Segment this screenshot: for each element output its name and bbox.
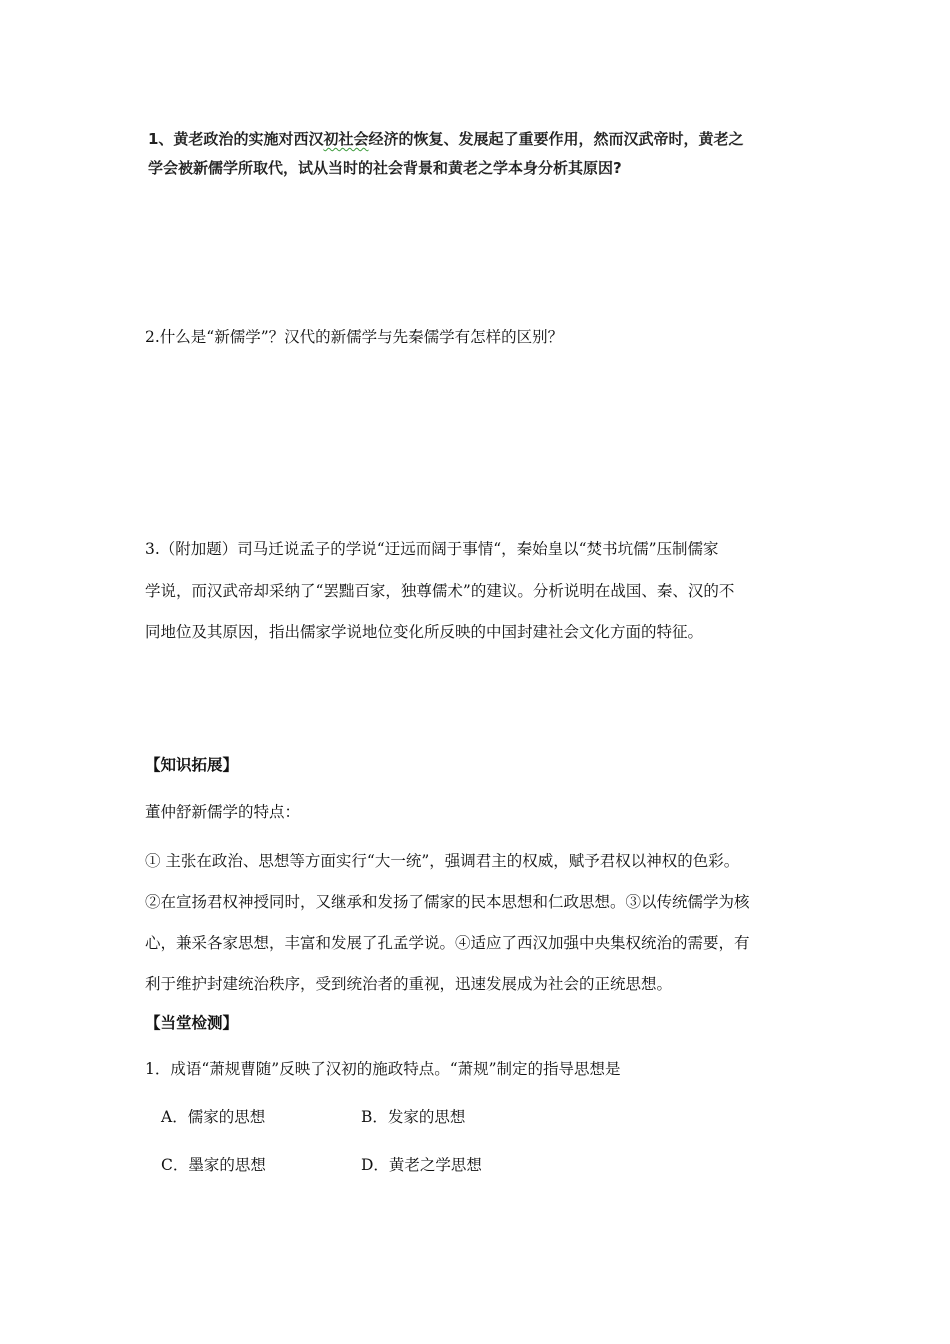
- knowledge-point-line: 心，兼采各家思想，丰富和发展了孔孟学说。④适应了西汉加强中央集权统治的需要，有: [145, 934, 750, 952]
- question-3-line-3: 同地位及其原因，指出儒家学说地位变化所反映的中国封建社会文化方面的特征。: [145, 623, 704, 641]
- knowledge-point-line: ②在宣扬君权神授同时，又继承和发扬了儒家的民本思想和仁政思想。③以传统儒学为核: [145, 893, 750, 911]
- test-heading: 【当堂检测】: [145, 1014, 239, 1032]
- question-1-line-2: 学会被新儒学所取代，试从当时的社会背景和黄老之学本身分析其原因?: [148, 159, 622, 177]
- question-3-line-1: 3.（附加题）司马迁说孟子的学说“迂远而阔于事情“，秦始皇以“焚书坑儒”压制儒家: [145, 540, 719, 558]
- question-3-line-2: 学说，而汉武帝却采纳了“罢黜百家，独尊儒术”的建议。分析说明在战国、秦、汉的不: [145, 582, 735, 600]
- question-1-line-1-part-a: 1、黄老政治的实施对西汉: [148, 130, 324, 148]
- question-1-line-1: [148, 128, 743, 150]
- option-a: A．儒家的思想: [161, 1108, 266, 1126]
- question-2: 2.什么是“新儒学”？汉代的新儒学与先秦儒学有怎样的区别？: [145, 328, 564, 346]
- question-1-underlined-text: 初社会: [323, 130, 369, 148]
- knowledge-heading: 【知识拓展】: [145, 756, 239, 774]
- option-b: B．发家的思想: [361, 1108, 466, 1126]
- test-question-1: 1．成语“萧规曹随”反映了汉初的施政特点。“萧规”制定的指导思想是: [145, 1060, 621, 1078]
- question-1-line-1-part-c: 经济的恢复、发展起了重要作用，然而汉武帝时，黄老之: [368, 130, 744, 148]
- option-d: D．黄老之学思想: [361, 1156, 482, 1174]
- knowledge-intro: 董仲舒新儒学的特点：: [145, 803, 301, 821]
- knowledge-point-line: 利于维护封建统治秩序，受到统治者的重视，迅速发展成为社会的正统思想。: [145, 975, 673, 993]
- knowledge-point-line: ① 主张在政治、思想等方面实行“大一统”，强调君主的权威，赋予君权以神权的色彩。: [145, 852, 740, 870]
- option-c: C．墨家的思想: [161, 1156, 266, 1174]
